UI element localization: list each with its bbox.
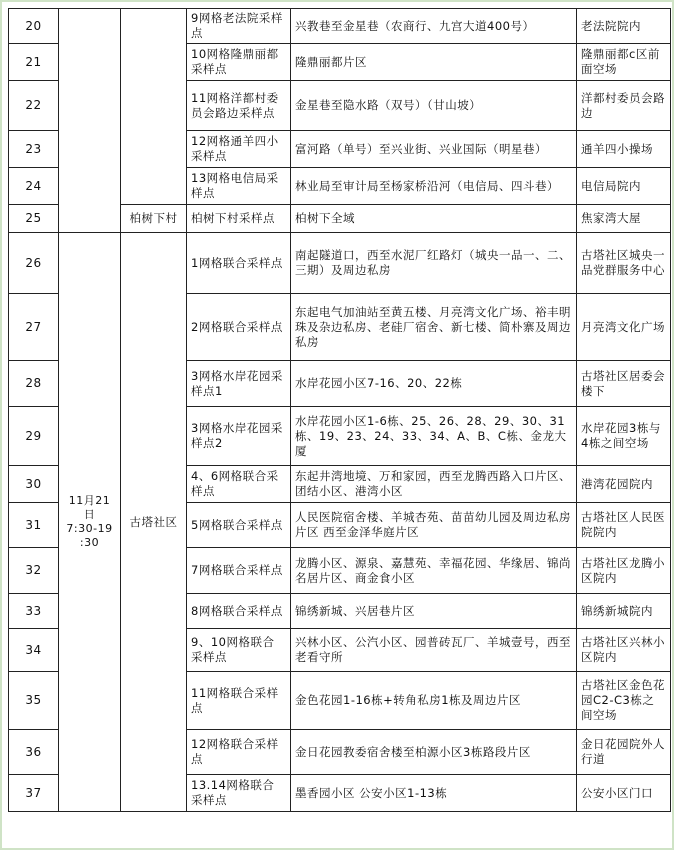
- sampling-location: 焦家湾大屋: [577, 205, 671, 233]
- row-number: 37: [9, 775, 59, 812]
- sampling-range: 富河路（单号）至兴业街、兴业国际（明星巷）: [291, 131, 577, 168]
- date-line: 日: [83, 508, 96, 521]
- row-number: 21: [9, 44, 59, 81]
- community-name: 古塔社区: [121, 233, 187, 812]
- row-number: 20: [9, 9, 59, 44]
- sampling-range: 人民医院宿舍楼、羊城杏苑、苗苗幼儿园及周边私房片区 西至金泽华庭片区: [291, 503, 577, 548]
- sampling-point: 13网格电信局采样点: [187, 168, 291, 205]
- sampling-point: 2网格联合采样点: [187, 294, 291, 361]
- row-number: 32: [9, 548, 59, 594]
- sampling-point: 8网格联合采样点: [187, 594, 291, 629]
- sampling-range: 林业局至审计局至杨家桥沿河（电信局、四斗巷）: [291, 168, 577, 205]
- row-number: 35: [9, 672, 59, 730]
- sampling-location: 古塔社区金色花园C2-C3栋之间空场: [577, 672, 671, 730]
- sampling-range: 兴教巷至金星巷（农商行、九宫大道400号）: [291, 9, 577, 44]
- sampling-point: 11网格联合采样点: [187, 672, 291, 730]
- sampling-location: 古塔社区人民医院院内: [577, 503, 671, 548]
- sampling-point: 13.14网格联合采样点: [187, 775, 291, 812]
- sampling-point: 4、6网格联合采样点: [187, 466, 291, 503]
- sampling-range: 水岸花园小区1-6栋、25、26、28、29、30、31栋、19、23、24、33、34、A、B、C栋、金龙大厦: [291, 407, 577, 466]
- row-number: 24: [9, 168, 59, 205]
- sampling-range: 兴林小区、公汽小区、园普砖瓦厂、羊城壹号，西至老看守所: [291, 629, 577, 672]
- sampling-location: 隆鼎丽都c区前面空场: [577, 44, 671, 81]
- sampling-range: 金星巷至隐水路（双号）（甘山坡）: [291, 81, 577, 131]
- sampling-point: 9、10网格联合采样点: [187, 629, 291, 672]
- sampling-point: 9网格老法院采样点: [187, 9, 291, 44]
- row-number: 30: [9, 466, 59, 503]
- table-row: [9, 9, 671, 44]
- sampling-range: 柏树下全域: [291, 205, 577, 233]
- sampling-location: 电信局院内: [577, 168, 671, 205]
- date-time-cell: [59, 233, 121, 812]
- sampling-range: 金色花园1-16栋+转角私房1栋及周边片区: [291, 672, 577, 730]
- row-number: 36: [9, 730, 59, 775]
- row-number: 34: [9, 629, 59, 672]
- sampling-location: 水岸花园3栋与4栋之间空场: [577, 407, 671, 466]
- sampling-range: 南起隧道口，西至水泥厂红路灯（城央一品一、二、三期）及周边私房: [291, 233, 577, 294]
- row-number: 26: [9, 233, 59, 294]
- village-name: 柏树下村: [121, 205, 187, 233]
- sampling-point: 11网格洋都村委员会路边采样点: [187, 81, 291, 131]
- sampling-location: 锦绣新城院内: [577, 594, 671, 629]
- row-number: 25: [9, 205, 59, 233]
- row-number: 33: [9, 594, 59, 629]
- row-number: 27: [9, 294, 59, 361]
- table-row: [9, 233, 671, 294]
- sampling-schedule-table: [8, 8, 671, 812]
- sampling-range: 锦绣新城、兴居巷片区: [291, 594, 577, 629]
- sampling-point: 3网格水岸花园采样点2: [187, 407, 291, 466]
- date-line: 11月21: [68, 494, 111, 507]
- sampling-location: 公安小区门口: [577, 775, 671, 812]
- row-number: 31: [9, 503, 59, 548]
- sampling-location: 通羊四小操场: [577, 131, 671, 168]
- sampling-location: 古塔社区龙腾小区院内: [577, 548, 671, 594]
- time-line: 7:30-19: [66, 522, 113, 535]
- sampling-point: 1网格联合采样点: [187, 233, 291, 294]
- sampling-location: 金日花园院外人行道: [577, 730, 671, 775]
- sampling-range: 龙腾小区、源泉、嘉慧苑、幸福花园、华缘居、锦尚名居片区、商金食小区: [291, 548, 577, 594]
- sampling-range: 隆鼎丽都片区: [291, 44, 577, 81]
- sampling-point: 12网格通羊四小采样点: [187, 131, 291, 168]
- sampling-range: 水岸花园小区7-16、20、22栋: [291, 361, 577, 407]
- date-cell-blank: [59, 9, 121, 233]
- row-number: 29: [9, 407, 59, 466]
- row-number: 22: [9, 81, 59, 131]
- sampling-location: 古塔社区居委会楼下: [577, 361, 671, 407]
- time-line: :30: [79, 536, 100, 549]
- sampling-range: 东起电气加油站至黄五楼、月亮湾文化广场、裕丰明珠及杂边私房、老硅厂宿舍、新七楼、简朴寨及周边私房: [291, 294, 577, 361]
- sampling-point: 3网格水岸花园采样点1: [187, 361, 291, 407]
- sampling-point: 12网格联合采样点: [187, 730, 291, 775]
- sampling-range: 墨香园小区 公安小区1-13栋: [291, 775, 577, 812]
- sampling-point: 7网格联合采样点: [187, 548, 291, 594]
- sampling-location: 古塔社区城央一品党群服务中心: [577, 233, 671, 294]
- sampling-location: 老法院院内: [577, 9, 671, 44]
- sampling-point: 柏树下村采样点: [187, 205, 291, 233]
- sampling-location: 古塔社区兴林小区院内: [577, 629, 671, 672]
- sampling-point: 10网格隆鼎丽都采样点: [187, 44, 291, 81]
- row-number: 23: [9, 131, 59, 168]
- community-cell-blank: [121, 9, 187, 205]
- sampling-point: 5网格联合采样点: [187, 503, 291, 548]
- sampling-location: 月亮湾文化广场: [577, 294, 671, 361]
- sampling-range: 金日花园教委宿舍楼至柏源小区3栋路段片区: [291, 730, 577, 775]
- sampling-location: 洋都村委员会路边: [577, 81, 671, 131]
- sampling-location: 港湾花园院内: [577, 466, 671, 503]
- row-number: 28: [9, 361, 59, 407]
- sampling-range: 东起井湾地境、万和家园，西至龙腾西路入口片区、团结小区、港湾小区: [291, 466, 577, 503]
